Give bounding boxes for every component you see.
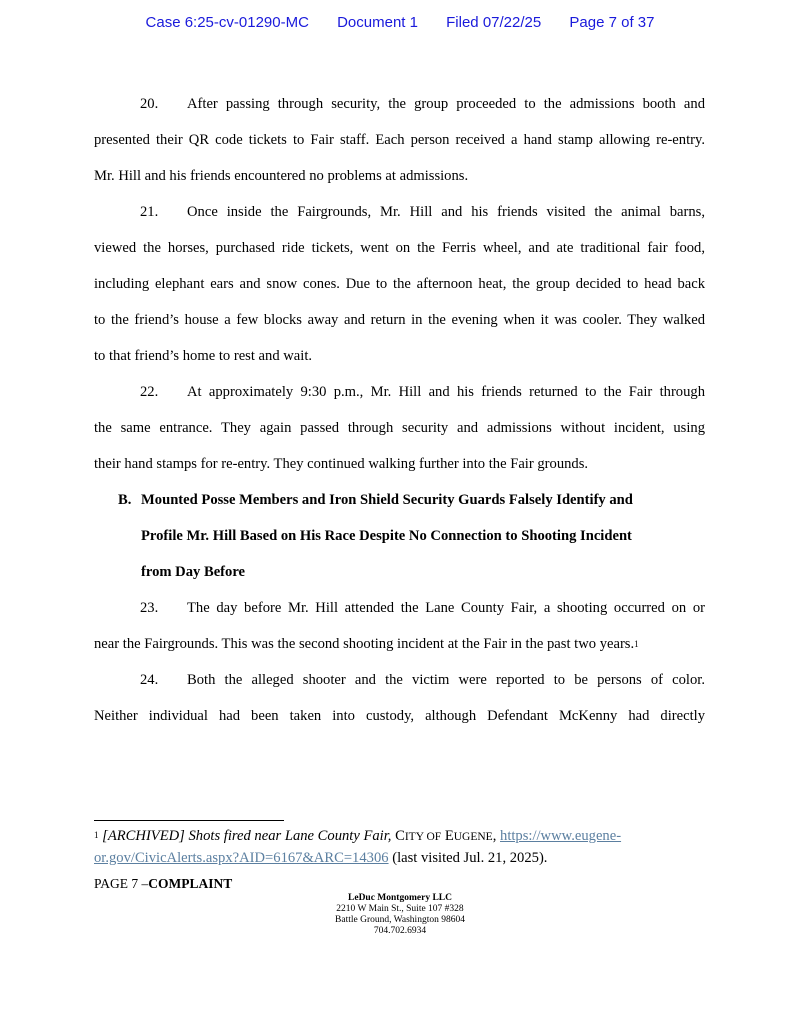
footnote-reference[interactable]: 1 <box>634 639 639 649</box>
paragraph-number: 20. <box>140 96 159 112</box>
paragraph-text: At approximately 9:30 p.m., Mr. Hill and his friends returned to the Fair through <box>187 384 705 400</box>
paragraph-20-line-3: Mr. Hill and his friends encountered no problems at admissions. <box>94 168 469 184</box>
paragraph-number: 22. <box>140 384 159 400</box>
document-body <box>94 90 705 738</box>
firm-address-2: Battle Ground, Washington 98604 <box>335 915 465 925</box>
paragraph-number: 24. <box>140 672 159 688</box>
section-label: B. <box>118 492 132 508</box>
paragraph-text: Once inside the Fairgrounds, Mr. Hill and his friends visited the animal barns, <box>187 204 705 220</box>
paragraph-text: The day before Mr. Hill attended the Lane County Fair, a shooting occurred on or <box>187 600 705 616</box>
document-number: Document 1 <box>337 14 418 31</box>
footnote-mark: 1 <box>94 830 99 840</box>
paragraph-22-line-2: the same entrance. They again passed through security and admissions without incident, using <box>94 420 705 436</box>
footnote-link-continued[interactable]: or.gov/CivicAlerts.aspx?AID=6167&ARC=14306 <box>94 850 389 866</box>
paragraph-22-line-1 <box>94 378 705 414</box>
footnote-separator <box>94 820 284 821</box>
case-header <box>0 14 800 31</box>
section-heading-text: Mounted Posse Members and Iron Shield Security Guards Falsely Identify and <box>141 492 633 508</box>
paragraph-21-line-1 <box>94 198 705 234</box>
page-label-title: COMPLAINT <box>148 876 233 891</box>
footnote-link[interactable]: https://www.eugene- <box>500 828 622 844</box>
page-label-prefix: PAGE 7 – <box>94 876 149 891</box>
footnote-source: CITY OF EUGENE, <box>395 828 497 844</box>
firm-address-1: 2210 W Main St., Suite 107 #328 <box>336 904 464 914</box>
paragraph-22-line-3: their hand stamps for re-entry. They continued walking further into the Fair grounds. <box>94 456 589 472</box>
paragraph-21-line-5: to that friend’s home to rest and wait. <box>94 348 313 364</box>
paragraph-24-line-1 <box>94 666 705 702</box>
section-heading-line-1 <box>94 486 705 522</box>
paragraph-24-line-2: Neither individual had been taken into custody, although Defendant McKenny had directly <box>94 708 705 724</box>
section-heading-line-3: from Day Before <box>141 564 246 580</box>
page-label <box>94 876 232 892</box>
paragraph-20-line-1 <box>94 90 705 126</box>
firm-footer <box>0 893 800 937</box>
footnote <box>94 826 705 869</box>
case-number: Case 6:25-cv-01290-MC <box>145 14 309 31</box>
filed-date: Filed 07/22/25 <box>446 14 542 31</box>
footnote-visited: (last visited Jul. 21, 2025). <box>392 850 548 866</box>
paragraph-20-line-2: presented their QR code tickets to Fair staff. Each person received a hand stamp allowing re-entry. <box>94 132 705 148</box>
section-heading-line-2: Profile Mr. Hill Based on His Race Despite No Connection to Shooting Incident <box>141 528 632 544</box>
firm-name: LeDuc Montgomery LLC <box>348 893 452 903</box>
footnote-title: [ARCHIVED] Shots fired near Lane County Fair, <box>102 828 392 844</box>
firm-phone: 704.702.6934 <box>373 926 427 936</box>
paragraph-text: Both the alleged shooter and the victim were reported to be persons of color. <box>187 672 705 688</box>
paragraph-number: 21. <box>140 204 159 220</box>
page-indicator: Page 7 of 37 <box>569 14 655 31</box>
paragraph-23-line-1 <box>94 594 705 630</box>
paragraph-23-line-2 <box>94 630 705 666</box>
paragraph-21-line-3: including elephant ears and snow cones. Due to the afternoon heat, the group decided to head back <box>94 276 705 292</box>
paragraph-text: After passing through security, the group proceeded to the admissions booth and <box>187 96 705 112</box>
paragraph-21-line-4: to the friend’s house a few blocks away and return in the evening when it was cooler. They walked <box>94 312 705 328</box>
paragraph-number: 23. <box>140 600 159 616</box>
paragraph-21-line-2: viewed the horses, purchased ride tickets, went on the Ferris wheel, and ate traditional fair food, <box>94 240 705 256</box>
paragraph-text: near the Fairgrounds. This was the second shooting incident at the Fair in the past two years. <box>94 636 635 652</box>
